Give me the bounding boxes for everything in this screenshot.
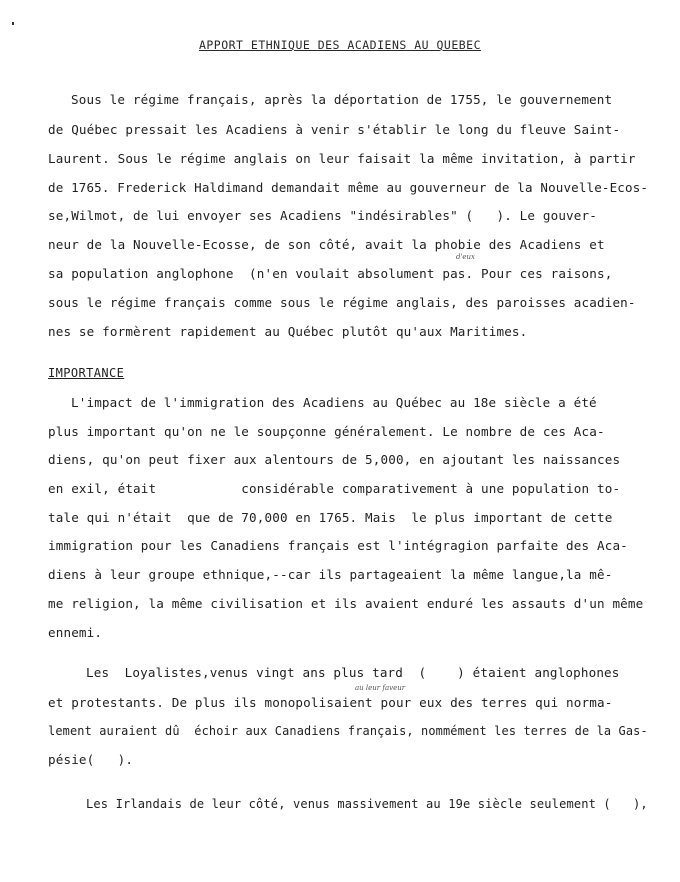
paragraph-3-line: et protestants. De plus ils monopolisaient pour eux des terres qui norma- — [48, 695, 613, 710]
paragraph-1-line: neur de la Nouvelle-Ecosse, de son côté, avait la phobie des Acadiens et — [48, 237, 605, 252]
section-heading: IMPORTANCE — [48, 366, 125, 380]
paragraph-2-line: en exil, était considérable comparativement à une population to- — [48, 481, 621, 496]
paragraph-2-line: ennemi. — [48, 625, 103, 640]
paragraph-2-line: tale qui n'était que de 70,000 en 1765. Mais le plus important de cette — [48, 510, 613, 525]
page-title: APPORT ETHNIQUE DES ACADIENS AU QUEBEC — [198, 38, 482, 52]
paragraph-2-line: me religion, la même civilisation et ils avaient enduré les assauts d'un même — [48, 596, 644, 611]
handwritten-note: au leur faveur — [355, 684, 406, 692]
paragraph-1-line: Laurent. Sous le régime anglais on leur faisait la même invitation, à partir — [48, 151, 636, 166]
paragraph-1-line: se,Wilmot, de lui envoyer ses Acadiens "indésirables" ( ). Le gouver- — [48, 208, 597, 223]
paragraph-1-line: de Québec pressait les Acadiens à venir s'établir le long du fleuve Saint- — [48, 122, 621, 137]
paragraph-1-line: de 1765. Frederick Haldimand demandait même au gouverneur de la Nouvelle-Ecos- — [48, 180, 649, 195]
paragraph-3-line: Les Loyalistes,venus vingt ans plus tard ( ) étaient anglophones — [86, 665, 620, 680]
paragraph-1-line: nes se formèrent rapidement au Québec plutôt qu'aux Maritimes. — [48, 324, 528, 339]
paragraph-4-line: Les Irlandais de leur côté, venus massivement au 19e siècle seulement ( ), — [86, 796, 648, 811]
handwritten-note: d'eux — [456, 253, 476, 261]
paragraph-2-line: L'impact de l'immigration des Acadiens au Québec au 18e siècle a été — [71, 395, 597, 410]
paragraph-1-line: sous le régime français comme sous le régime anglais, des paroisses acadien- — [48, 295, 636, 310]
paragraph-1-line: Sous le régime français, après la déportation de 1755, le gouvernement — [71, 92, 613, 107]
paragraph-3-line: lement auraient dû échoir aux Canadiens français, nommément les terres de la Gas- — [48, 723, 648, 738]
paragraph-1-line: sa population anglophone (n'en voulait absolument pas. Pour ces raisons, — [48, 266, 613, 281]
paragraph-2-line: diens à leur groupe ethnique,--car ils partageaient la même langue,la mê- — [48, 567, 613, 582]
paragraph-2-line: diens, qu'on peut fixer aux alentours de 5,000, en ajoutant les naissances — [48, 452, 621, 467]
paragraph-2-line: plus important qu'on ne le soupçonne généralement. Le nombre de ces Aca- — [48, 424, 605, 439]
paragraph-3-line: pésie( ). — [48, 752, 134, 767]
paragraph-2-line: immigration pour les Canadiens français est l'intégragion parfaite des Aca- — [48, 538, 628, 553]
ink-speck — [12, 22, 14, 25]
